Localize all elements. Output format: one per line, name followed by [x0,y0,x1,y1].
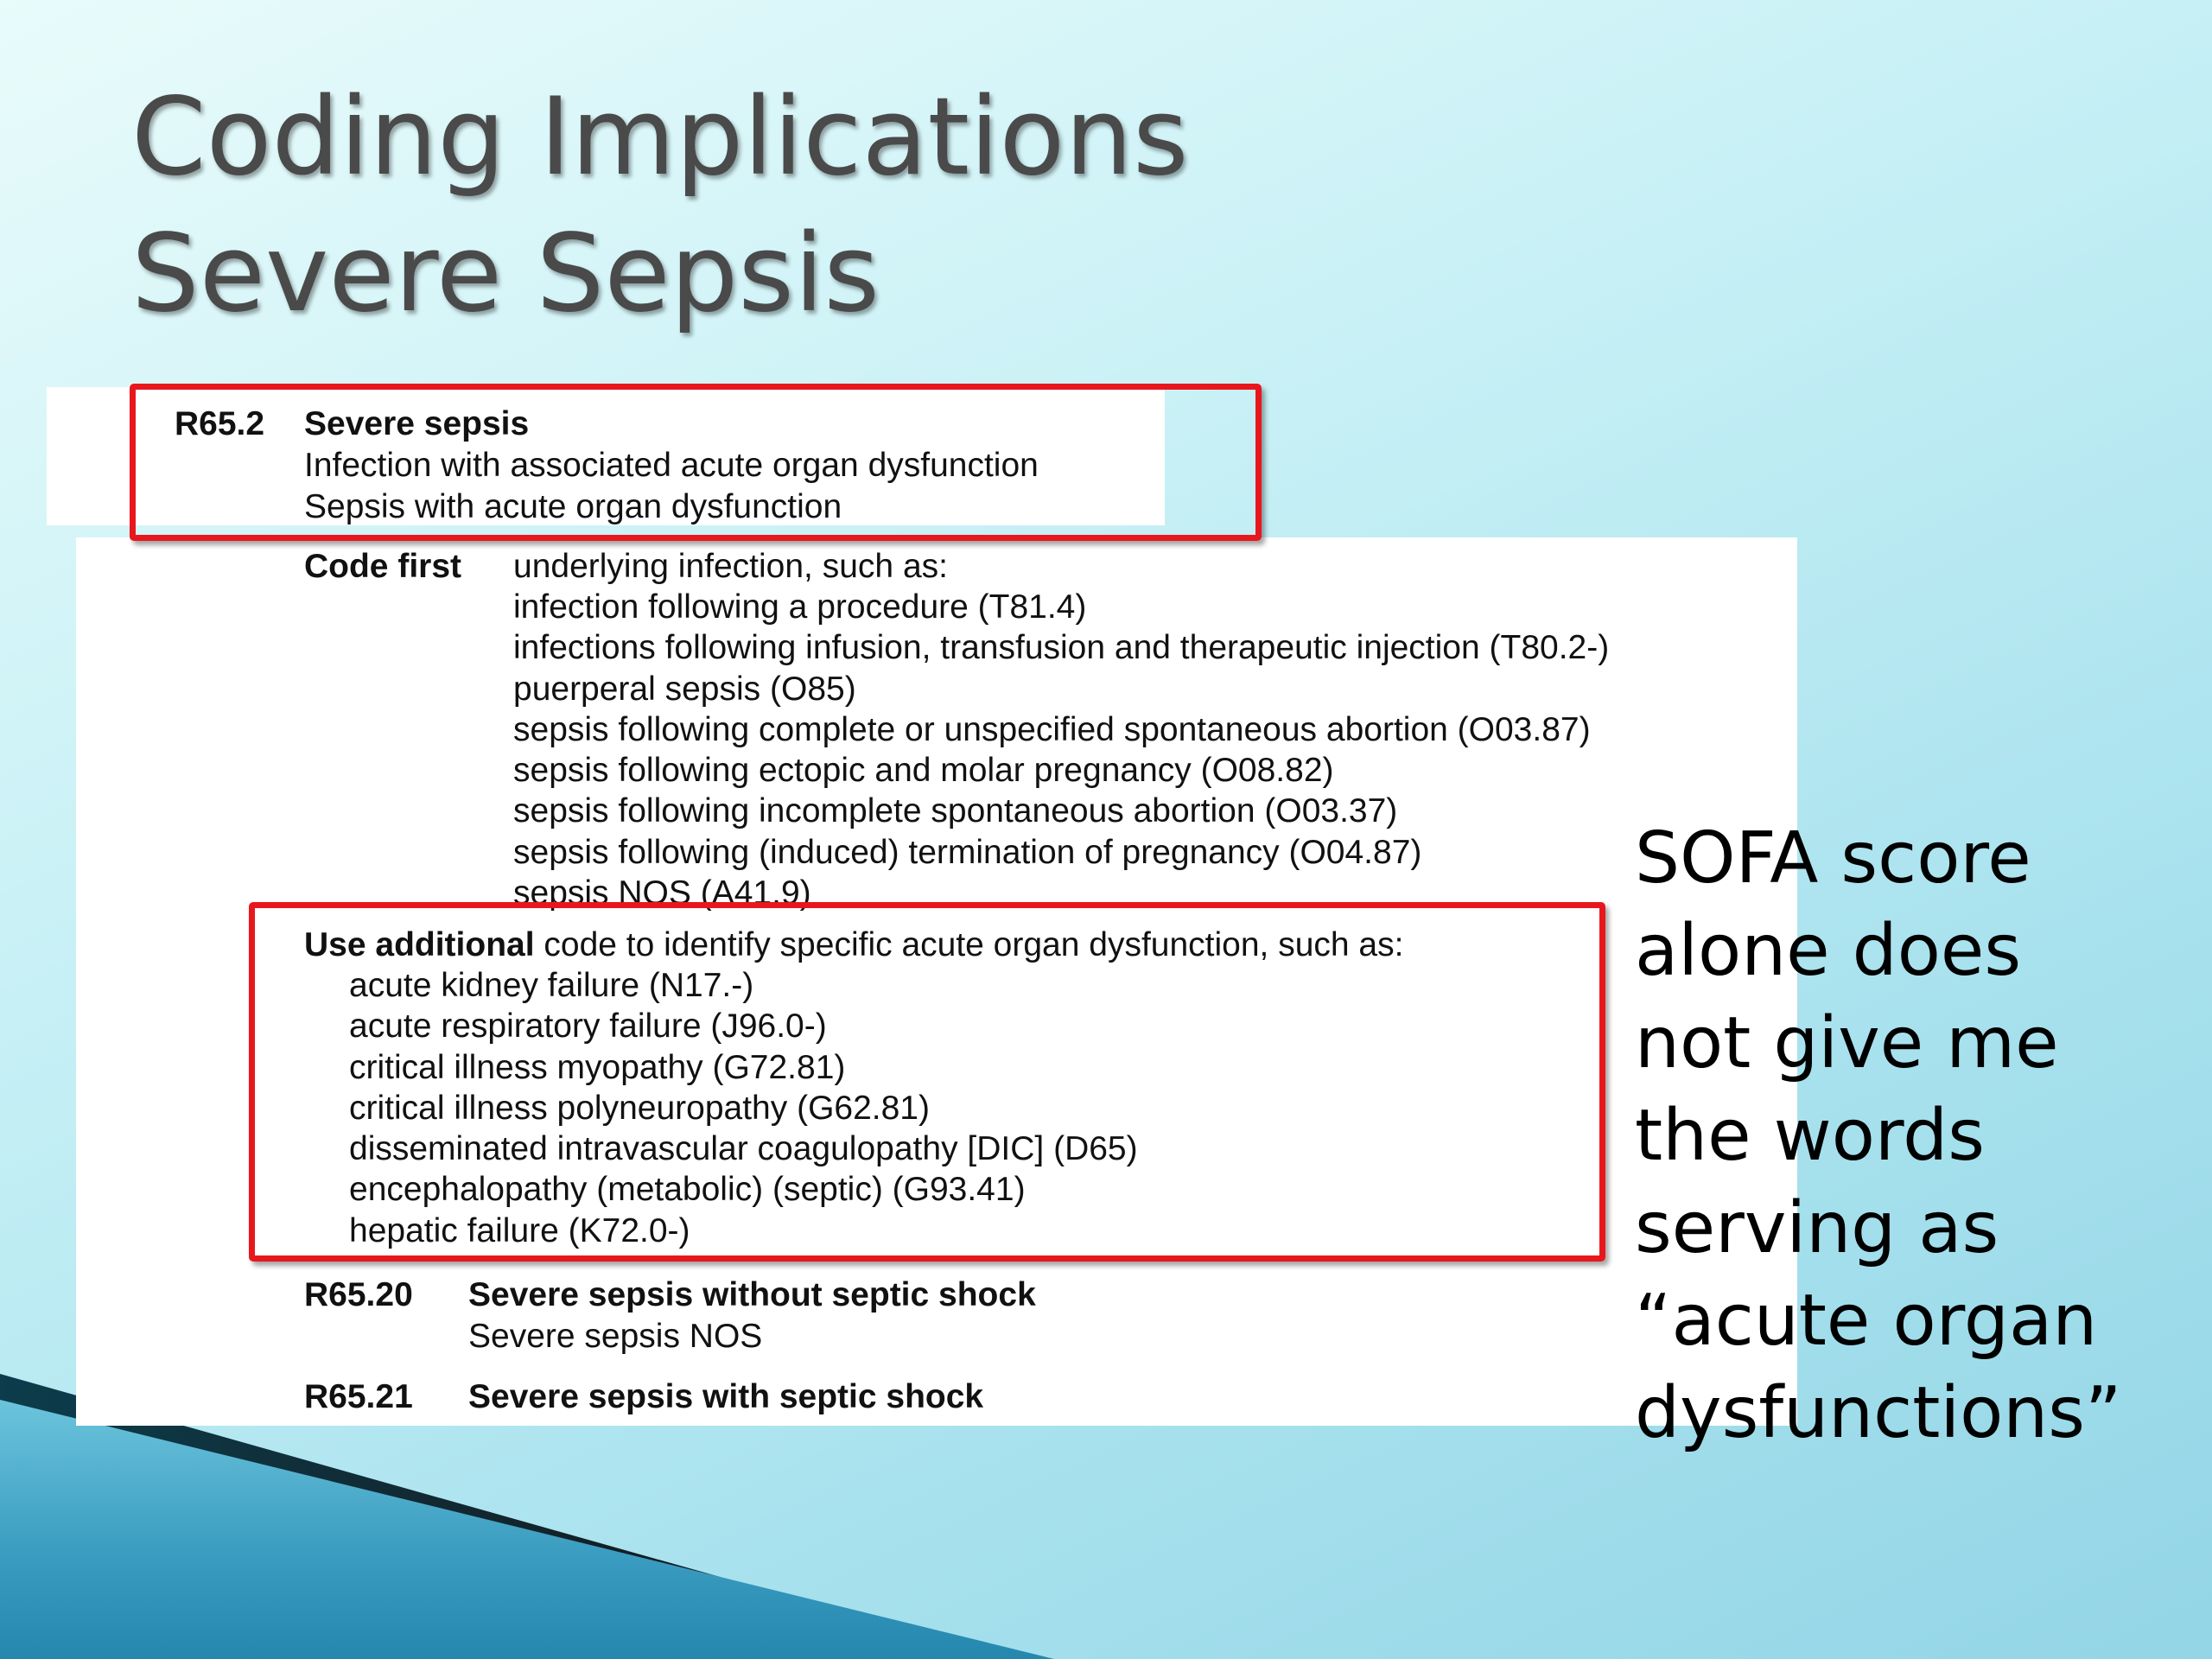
slide-title-line-2: Severe Sepsis [131,212,880,336]
list-item: disseminated intravascular coagulopathy [DIC] (D65) [349,1130,1138,1168]
list-item: acute respiratory failure (J96.0-) [349,1007,827,1046]
r652-inclusion-2: Sepsis with acute organ dysfunction [304,488,842,525]
list-item: sepsis following incomplete spontaneous abortion (O03.37) [513,792,1398,830]
side-note-line: SOFA score [1635,817,2031,899]
r652-inclusion-1: Infection with associated acute organ dysfunction [304,447,1039,484]
list-item: infections following infusion, transfusion and therapeutic injection (T80.2-) [513,629,1610,667]
side-note-line: dysfunctions” [1635,1372,2122,1454]
list-item: puerperal sepsis (O85) [513,670,856,708]
side-note-line: alone does [1635,910,2022,992]
corner-decoration-teal [0,1400,1054,1659]
list-item: infection following a procedure (T81.4) [513,588,1087,626]
code-first-list [513,587,1609,913]
r6521-title: Severe sepsis with septic shock [468,1378,984,1415]
r652-title: Severe sepsis [304,405,530,442]
r6520-code: R65.20 [304,1276,413,1313]
list-item: critical illness polyneuropathy (G62.81) [349,1089,930,1127]
slide-title [131,69,1189,342]
list-item: encephalopathy (metabolic) (septic) (G93.41) [349,1171,1026,1209]
side-note [1635,812,2188,1459]
code-first-label: Code first [304,548,462,585]
r6520-title: Severe sepsis without septic shock [468,1276,1036,1313]
list-item: sepsis NOS (A41.9) [513,874,811,912]
r6520-inclusion: Severe sepsis NOS [468,1318,763,1355]
list-item: critical illness myopathy (G72.81) [349,1048,846,1086]
side-note-line: not give me [1635,1002,2059,1084]
list-item: acute kidney failure (N17.-) [349,967,754,1004]
highlight-box-r652 [130,384,1262,541]
r652-code: R65.2 [175,405,265,442]
side-note-line: “acute organ [1635,1280,2098,1362]
use-additional-intro: code to identify specific acute organ dysfunction, such as: [543,926,1404,963]
list-item: sepsis following (induced) termination of pregnancy (O04.87) [513,833,1422,871]
list-item: sepsis following ectopic and molar pregnancy (O08.82) [513,752,1334,790]
code-first-intro: underlying infection, such as: [513,548,948,585]
side-note-line: the words [1635,1095,1985,1177]
side-note-line: serving as [1635,1187,1999,1269]
r6521-code: R65.21 [304,1378,413,1415]
highlight-box-use-additional [249,902,1605,1262]
use-additional-label: Use additional [304,926,535,963]
list-item: sepsis following complete or unspecified spontaneous abortion (O03.87) [513,710,1591,748]
slide-title-line-1: Coding Implications [131,75,1189,200]
list-item: hepatic failure (K72.0-) [349,1211,690,1249]
